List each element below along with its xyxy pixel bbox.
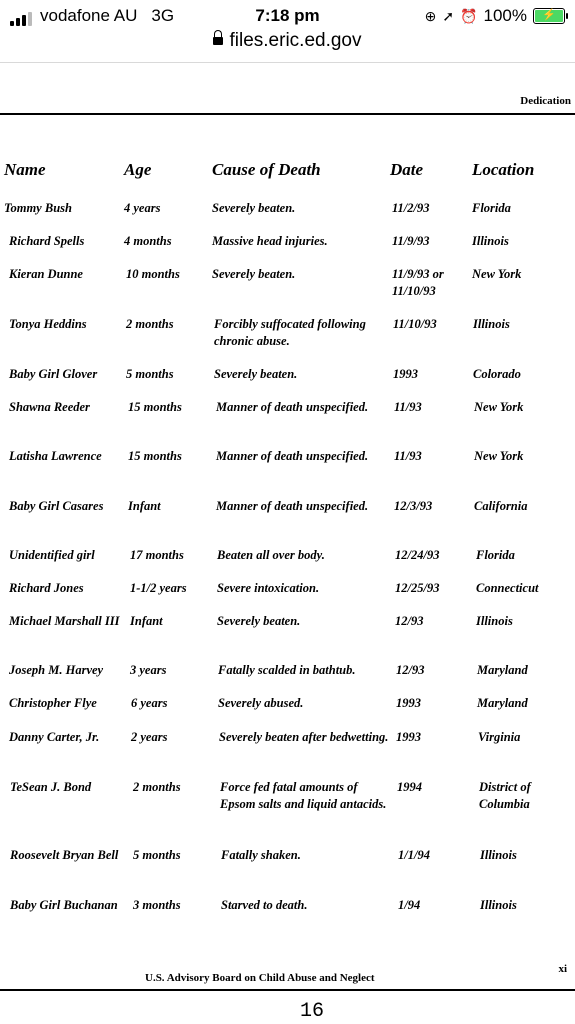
- cell-cause: Severely beaten after bedwetting.: [219, 730, 389, 744]
- cell-location: Illinois: [473, 317, 510, 331]
- cell-name: Tommy Bush: [4, 201, 72, 215]
- cell-age: 6 years: [131, 696, 168, 710]
- location-icon: ➚: [442, 7, 455, 24]
- url-domain: files.eric.ed.gov: [229, 30, 362, 51]
- cell-location: Florida: [472, 201, 511, 215]
- cell-date: 11/93: [394, 400, 422, 414]
- cell-location: Colorado: [473, 367, 521, 381]
- cell-cause: Severely beaten.: [214, 367, 298, 381]
- cell-age: Infant: [128, 499, 161, 513]
- cell-name: Shawna Reeder: [9, 400, 90, 414]
- cell-date: 1994: [397, 780, 422, 794]
- cell-name: Richard Spells: [9, 234, 85, 248]
- header-name: Name: [4, 160, 46, 179]
- cell-age: 17 months: [130, 548, 184, 562]
- alarm-icon: ⏰: [460, 7, 478, 24]
- cell-cause: Massive head injuries.: [212, 234, 328, 248]
- cell-date: 11/9/93: [392, 234, 430, 248]
- cell-age: 3 years: [130, 663, 167, 677]
- top-rule: [0, 113, 575, 115]
- cell-cause: Severely beaten.: [217, 614, 301, 628]
- cell-age: 1-1/2 years: [130, 581, 187, 595]
- cell-location: California: [474, 499, 528, 513]
- cell-date: 1/1/94: [398, 848, 430, 862]
- cell-age: 4 months: [124, 234, 172, 248]
- cell-date: 12/24/93: [395, 548, 440, 562]
- cell-cause: Force fed fatal amounts of Epsom salts and liquid antacids.: [220, 780, 387, 811]
- cell-location: New York: [472, 267, 522, 281]
- cell-age: Infant: [130, 614, 163, 628]
- cell-cause: Manner of death unspecified.: [216, 449, 369, 463]
- battery-icon: ⚡: [533, 8, 565, 24]
- status-bar: [0, 0, 575, 32]
- cell-cause: Manner of death unspecified.: [216, 499, 369, 513]
- cell-age: 15 months: [128, 449, 182, 463]
- cell-name: Baby Girl Buchanan: [10, 898, 118, 912]
- cell-age: 4 years: [124, 201, 161, 215]
- header-cause: Cause of Death: [212, 160, 321, 179]
- cell-age: 3 months: [133, 898, 181, 912]
- cell-location: Illinois: [480, 898, 517, 912]
- cell-cause: Starved to death.: [221, 898, 308, 912]
- cell-location: District of Columbia: [479, 780, 531, 811]
- cell-name: Roosevelt Bryan Bell: [10, 848, 119, 862]
- cell-name: Baby Girl Casares: [9, 499, 104, 513]
- cell-age: 5 months: [126, 367, 174, 381]
- cell-cause: Severe intoxication.: [217, 581, 320, 595]
- cell-age: 2 months: [126, 317, 174, 331]
- address-bar[interactable]: [0, 30, 575, 60]
- cell-location: Illinois: [480, 848, 517, 862]
- clock: 7:18 pm: [255, 6, 320, 25]
- cell-name: Michael Marshall III: [9, 614, 120, 628]
- cell-location: Illinois: [476, 614, 513, 628]
- cell-location: Illinois: [472, 234, 509, 248]
- cell-date: 1993: [393, 367, 418, 381]
- cell-name: Baby Girl Glover: [9, 367, 98, 381]
- cell-date: 1993: [396, 730, 421, 744]
- cell-date: 12/3/93: [394, 499, 433, 513]
- cell-cause: Beaten all over body.: [217, 548, 325, 562]
- cell-name: Tonya Heddins: [9, 317, 87, 331]
- cell-age: 5 months: [133, 848, 181, 862]
- cell-location: New York: [474, 400, 524, 414]
- cell-location: Connecticut: [476, 581, 539, 595]
- cell-date: 12/93: [395, 614, 424, 628]
- header-date: Date: [390, 160, 424, 179]
- cell-cause: Fatally scalded in bathtub.: [218, 663, 356, 677]
- cell-age: 10 months: [126, 267, 180, 281]
- cell-date: 12/93: [396, 663, 425, 677]
- network-type: 3G: [151, 6, 175, 25]
- page-number: 16: [300, 1000, 325, 1023]
- carrier-name: vodafone AU: [40, 6, 138, 25]
- document-page: [0, 63, 575, 1024]
- cell-name: TeSean J. Bond: [10, 780, 92, 794]
- cell-location: Virginia: [478, 730, 521, 744]
- section-title: Dedication: [520, 95, 571, 107]
- cell-cause: Severely abused.: [218, 696, 304, 710]
- cell-cause: Severely beaten.: [212, 201, 296, 215]
- cell-location: Maryland: [477, 663, 528, 677]
- cell-date: 12/25/93: [395, 581, 440, 595]
- header-location: Location: [472, 160, 535, 179]
- status-icons: [425, 6, 565, 26]
- cell-name: Latisha Lawrence: [9, 449, 102, 463]
- cell-date: 11/2/93: [392, 201, 430, 215]
- cell-age: 2 years: [131, 730, 168, 744]
- cell-cause: Fatally shaken.: [221, 848, 301, 862]
- cell-location: Maryland: [477, 696, 528, 710]
- cell-location: New York: [474, 449, 524, 463]
- cell-date: 11/10/93: [393, 317, 437, 331]
- lock-icon: [213, 37, 223, 45]
- cell-date: 1/94: [398, 898, 421, 912]
- cell-date: 1993: [396, 696, 421, 710]
- cell-location: Florida: [476, 548, 515, 562]
- cell-date: 11/9/93 or 11/10/93: [392, 267, 444, 298]
- cell-name: Unidentified girl: [9, 548, 95, 562]
- cell-cause: Severely beaten.: [212, 267, 296, 281]
- cell-cause: Forcibly suffocated following chronic abuse.: [214, 317, 366, 348]
- cell-date: 11/93: [394, 449, 422, 463]
- header-age: Age: [124, 160, 152, 179]
- page-roman: xi: [558, 963, 567, 975]
- cell-name: Kieran Dunne: [9, 267, 83, 281]
- bottom-rule: [0, 989, 575, 991]
- battery-percent: 100%: [483, 6, 527, 25]
- cell-name: Danny Carter, Jr.: [9, 730, 100, 744]
- cell-name: Christopher Flye: [9, 696, 97, 710]
- cell-name: Richard Jones: [9, 581, 84, 595]
- cell-age: 2 months: [133, 780, 181, 794]
- footer-text: U.S. Advisory Board on Child Abuse and Neglect: [145, 972, 375, 984]
- cell-name: Joseph M. Harvey: [9, 663, 104, 677]
- cell-cause: Manner of death unspecified.: [216, 400, 369, 414]
- orientation-lock-icon: ⊕: [424, 7, 437, 24]
- cell-age: 15 months: [128, 400, 182, 414]
